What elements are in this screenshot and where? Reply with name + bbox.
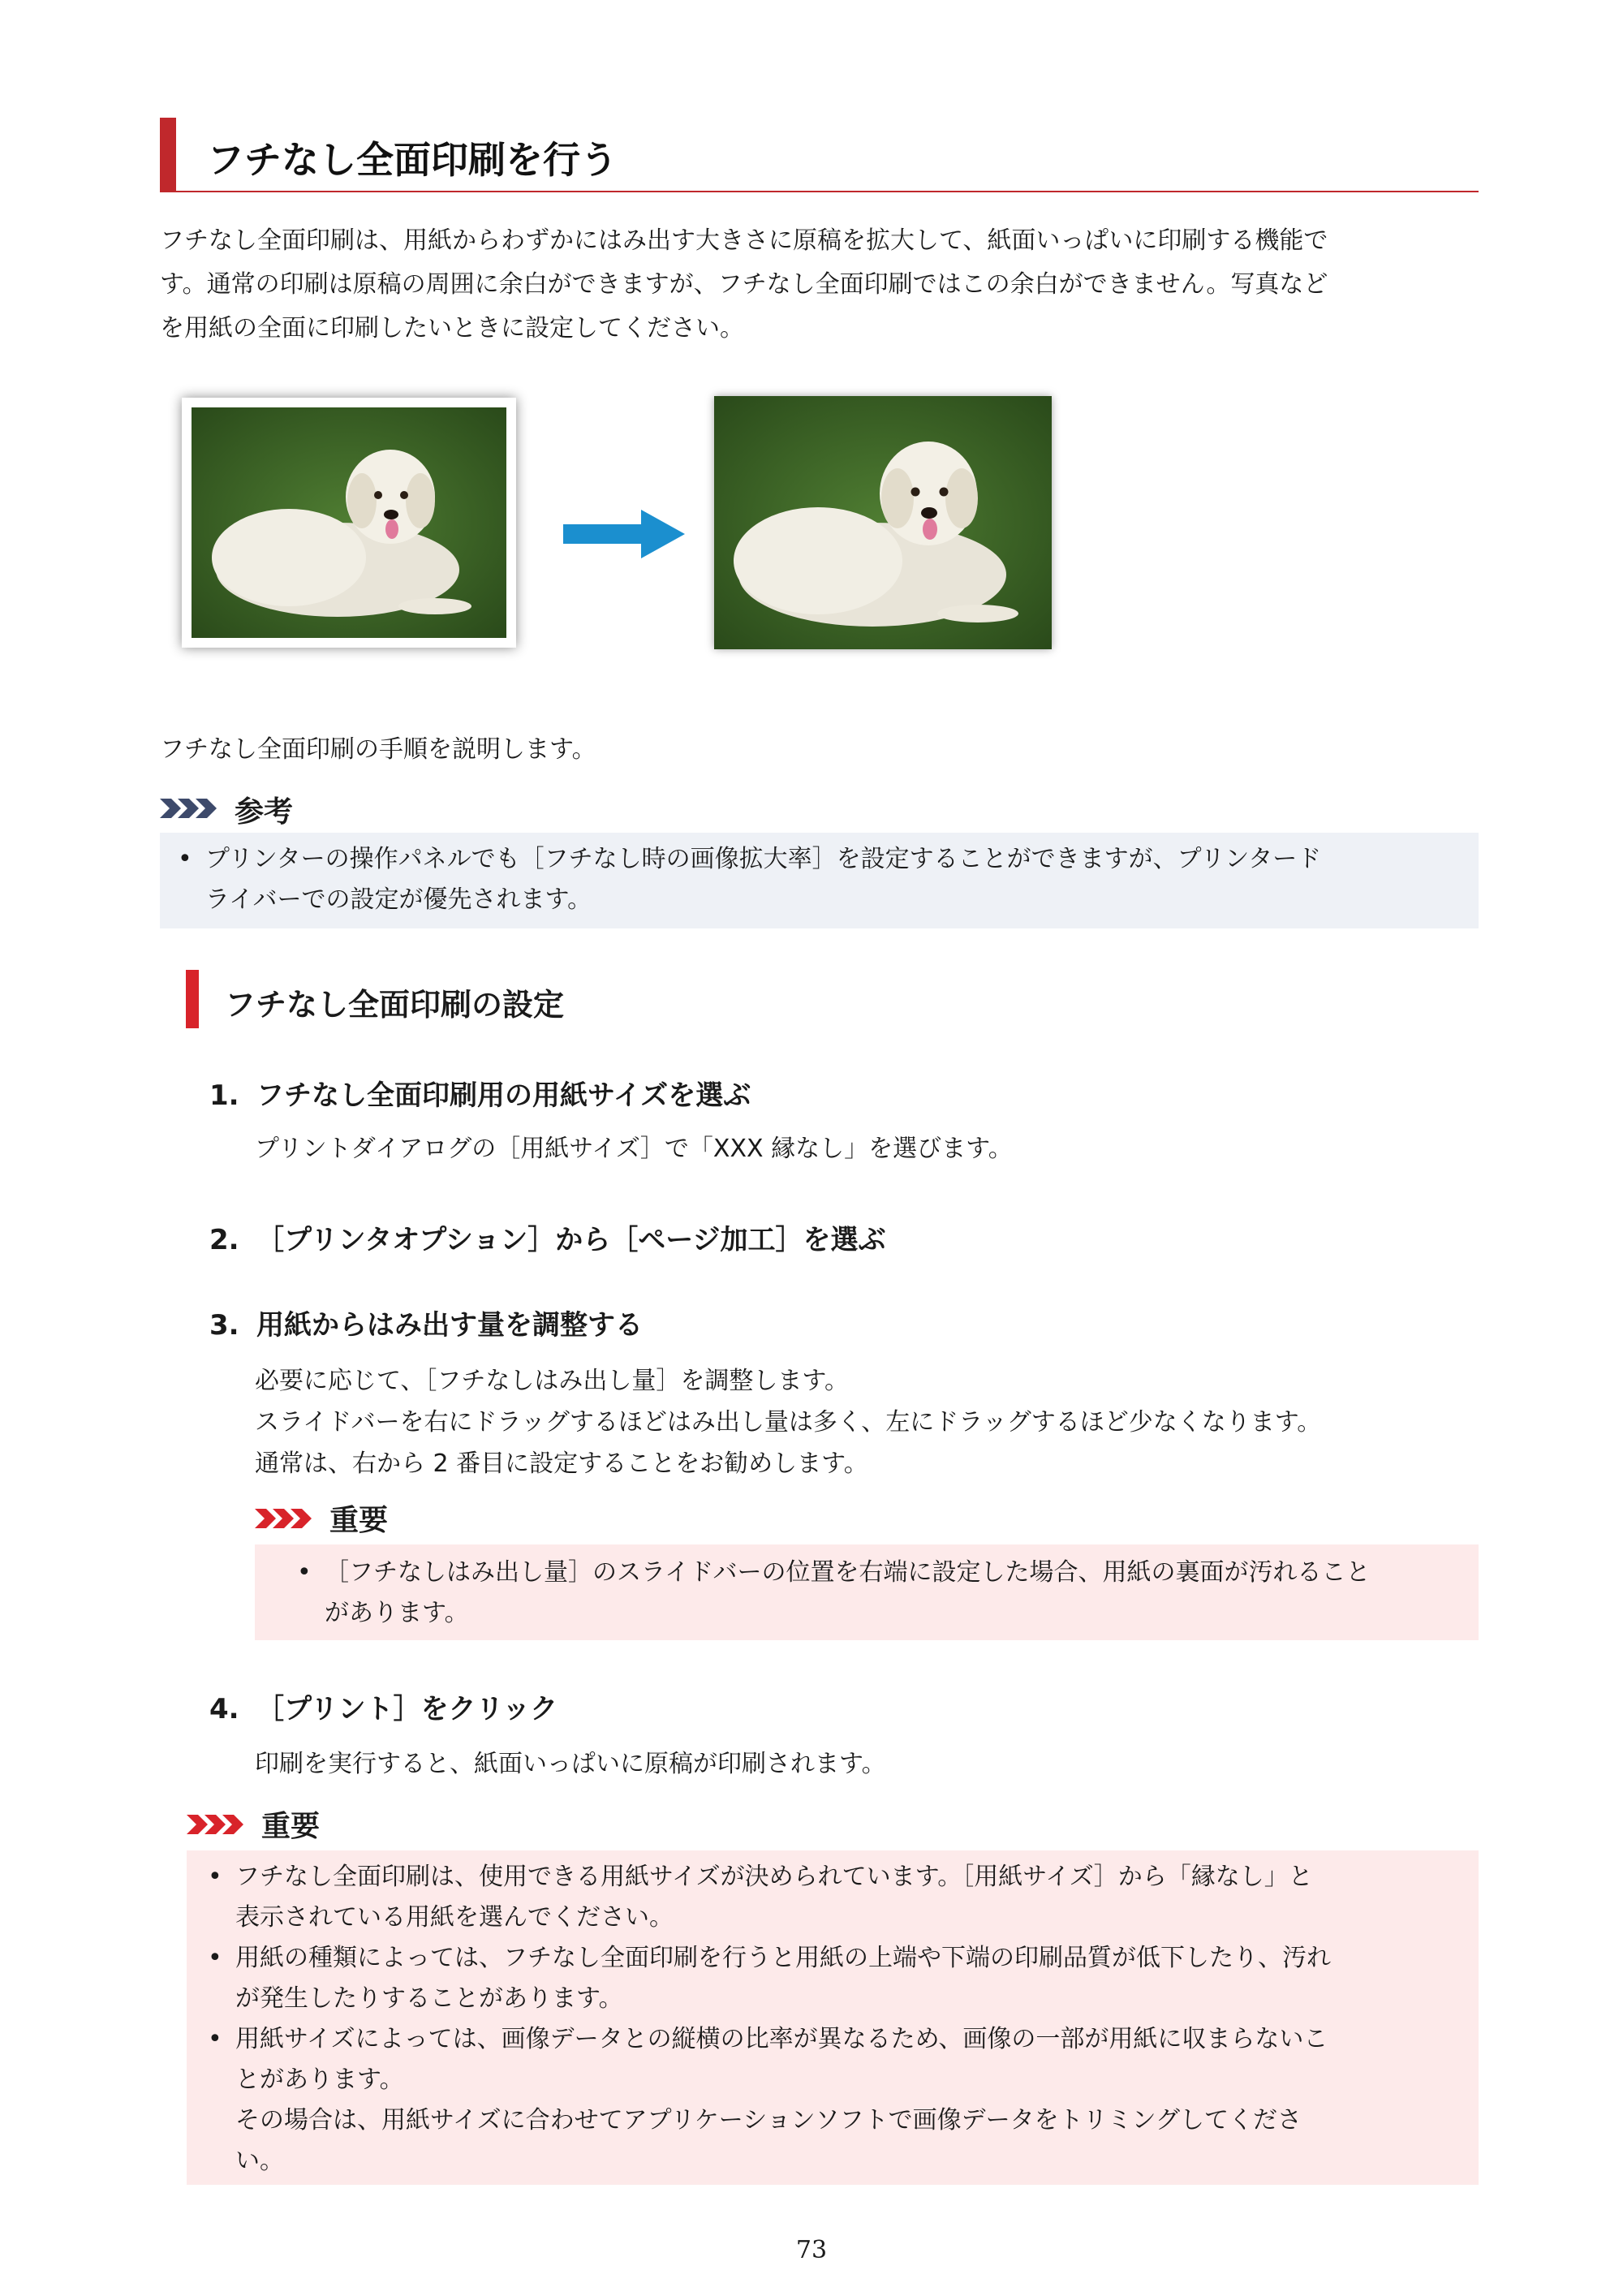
intro-line: を用紙の全面に印刷したいときに設定してください。 [160,314,744,342]
important-label: 重要 [329,1504,389,1537]
bordered-print-image [182,398,516,648]
step-4-title: 4. ［プリント］をクリック [209,1693,558,1725]
reference-label: 参考 [235,795,294,829]
list-item: • プリンターの操作パネルでも［フチなし時の画像拡大率］を設定することができますが、プリンタード ライバーでの設定が優先されます。 [178,839,1321,920]
reference-chevrons-icon [160,792,225,825]
step-3-important-box [255,1544,1479,1640]
intro-line: す。通常の印刷は原稿の周囲に余白ができますが、フチなし全面印刷ではこの余白ができません。写真など [160,270,1328,299]
list-item: • 用紙の種類によっては、フチなし全面印刷を行うと用紙の上端や下端の印刷品質が低下したり、汚れ が発生したりすることがあります。 [208,1938,1331,2019]
arrow-right-icon [563,510,685,558]
dog-photo-bordered [192,407,506,638]
heading-accent-bar [160,118,176,191]
reference-list [178,839,1321,920]
important-list [297,1553,1371,1634]
step-2-title: 2. ［プリンタオプション］から［ページ加工］を選ぶ [209,1224,886,1256]
main-important-box [187,1850,1479,2185]
important-chevrons-icon [255,1502,320,1535]
list-item: • 用紙サイズによっては、画像データとの縦横の比率が異なるため、画像の一部が用紙に収まらないこ とがあります。 その場合は、用紙サイズに合わせてアプリケーションソフトで画像データをトリミングしてくださ い。 [208,2019,1331,2182]
section-title: フチなし全面印刷の設定 [225,987,565,1023]
intro-paragraph [160,219,1483,351]
important-label: 重要 [261,1810,321,1843]
intro-line: フチなし全面印刷は、用紙からわずかにはみ出す大きさに原稿を拡大して、紙面いっぱいに印刷する機能で [160,226,1328,255]
step-3-body: 必要に応じて、［フチなしはみ出し量］を調整します。 スライドバーを右にドラッグするほどはみ出し量は多く、左にドラッグするほど少なくなります。 通常は、右から 2 番目に設定することをお勧めします。 [255,1367,1322,1478]
step-1-title: 1. フチなし全面印刷用の用紙サイズを選ぶ [209,1079,751,1112]
reference-box [160,833,1479,928]
important-list [208,1857,1331,2182]
page-number: 73 [795,2236,828,2264]
dog-photo-borderless [714,396,1052,649]
list-item: • フチなし全面印刷は、使用できる用紙サイズが決められています。［用紙サイズ］から「縁なし」と 表示されている用紙を選んでください。 [208,1857,1331,1938]
important-chevrons-icon [187,1808,252,1841]
page-heading [160,118,1479,192]
procedure-intro: フチなし全面印刷の手順を説明します。 [160,735,596,764]
page-title: フチなし全面印刷を行う [207,138,618,182]
section-accent-bar [186,970,199,1028]
borderless-print-image [714,396,1052,649]
list-item: • ［フチなしはみ出し量］のスライドバーの位置を右端に設定した場合、用紙の裏面が汚れること があります。 [297,1553,1371,1634]
step-4-body: 印刷を実行すると、紙面いっぱいに原稿が印刷されます。 [255,1750,886,1778]
step-1-body: プリントダイアログの［用紙サイズ］で「XXX 縁なし」を選びます。 [255,1135,1013,1163]
step-3-title: 3. 用紙からはみ出す量を調整する [209,1309,643,1342]
